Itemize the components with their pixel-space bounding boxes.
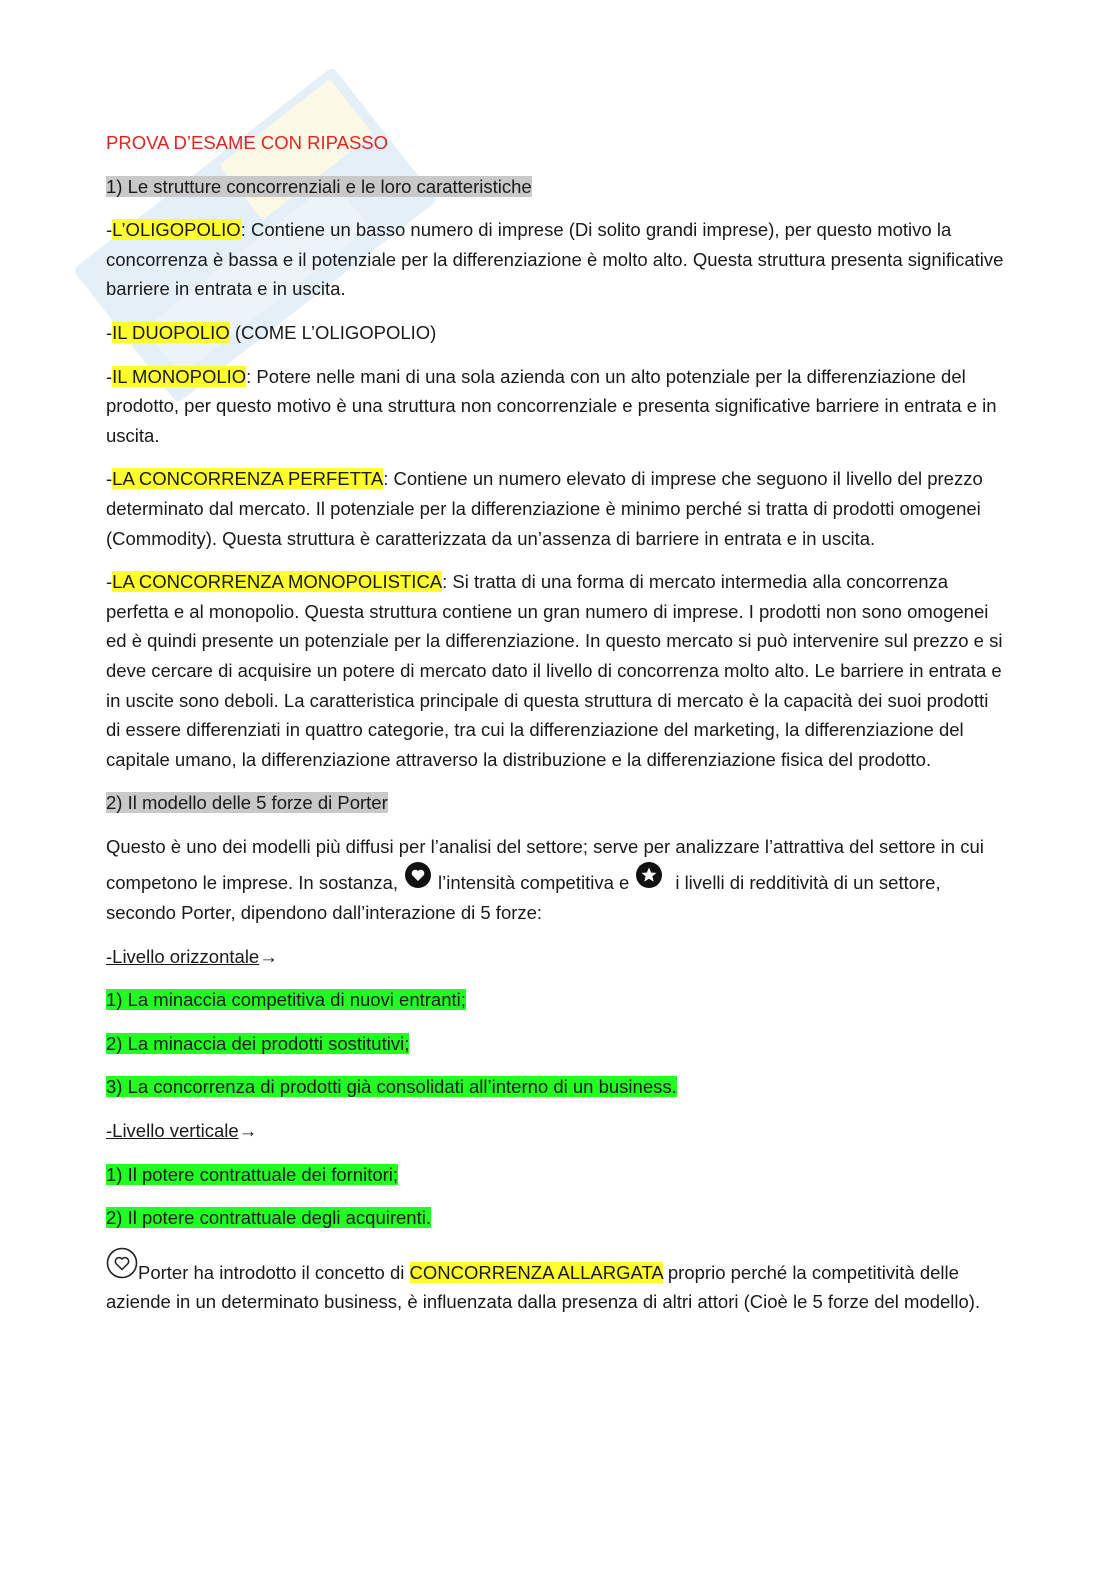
paragraph-porter-conclusion: Porter ha introdotto il concetto di CONCORRENZA ALLARGATA proprio perché la competitività delle aziende in un determinato business, è influenzata dalla presenza di altri attori (Cioè le 5 forze del modello). [106, 1247, 1006, 1317]
term-concorrenza-allargata: CONCORRENZA ALLARGATA [409, 1261, 663, 1283]
page-title: PROVA D’ESAME CON RIPASSO [106, 132, 389, 153]
term-oligopolio: L’OLIGOPOLIO [112, 219, 241, 241]
list-item: 1) La minaccia competitiva di nuovi entranti; [106, 989, 466, 1011]
section-2-heading: 2) Il modello delle 5 forze di Porter [106, 792, 388, 814]
list-item: 3) La concorrenza di prodotti già consolidati all’interno di un business. [106, 1076, 677, 1098]
list-item: 1) Il potere contrattuale dei fornitori; [106, 1163, 399, 1185]
arrow-right-icon: → [259, 945, 278, 967]
term-duopolio: IL DUOPOLIO [112, 321, 230, 343]
paragraph-concorrenza-monopolistica: -LA CONCORRENZA MONOPOLISTICA: Si tratta di una forma di mercato intermedia alla concorrenza perfetta e al monopolio. Questa struttura contiene un gran numero di imprese. I prodotti non sono omogenei ed è quindi presente un potenziale per la differenziazione. In questo mercato si può intervenire sul prezzo e si deve cercare di acquisire un potere di mercato dato il livello di concorrenza molto alto. Le barriere in entrata e in uscite sono deboli. La caratteristica principale di questa struttura di mercato è la capacità dei suoi prodotti di essere differenziati in quattro categorie, tra cui la differenziazione del marketing, la differenziazione del capitale umano, la differenziazione attraverso la distribuzione e la differenziazione fisica del prodotto. [106, 571, 1003, 770]
heart-badge-icon [404, 861, 432, 889]
star-badge-icon [635, 861, 663, 889]
list-item: 2) Il potere contrattuale degli acquirenti. [106, 1207, 431, 1229]
horizontal-level-label: -Livello orizzontale→ [106, 945, 278, 967]
arrow-right-icon: → [238, 1120, 258, 1142]
paragraph-porter-intro: Questo è uno dei modelli più diffusi per l’analisi del settore; serve per analizzare l’attrattiva del settore in cui competono le imprese. In sostanza, l’intensità competitiva e i livelli di redditività di un settore, secondo Porter, dipendono dall’interazione di 5 forze: [106, 835, 984, 924]
list-item: 2) La minaccia dei prodotti sostitutivi; [106, 1032, 410, 1054]
paragraph-oligopolio: -L’OLIGOPOLIO: Contiene un basso numero di imprese (Di solito grandi imprese), per questo motivo la concorrenza è bassa e il potenziale per la differenziazione è molto alto. Questa struttura presenta significative barriere in entrata e in uscita. [106, 219, 1004, 300]
vertical-level-label: -Livello verticale→ [106, 1120, 258, 1142]
heart-outline-icon [106, 1247, 138, 1279]
paragraph-monopolio: -IL MONOPOLIO: Potere nelle mani di una sola azienda con un alto potenziale per la differenziazione del prodotto, per questo motivo è una struttura non concorrenziale e presenta significative barriere in entrata e in uscita. [106, 365, 997, 446]
term-concorrenza-monopolistica: LA CONCORRENZA MONOPOLISTICA [112, 571, 443, 593]
paragraph-concorrenza-perfetta: -LA CONCORRENZA PERFETTA: Contiene un numero elevato di imprese che seguono il livello del prezzo determinato dal mercato. Il potenziale per la differenziazione è minimo perché si tratta di prodotti omogenei (Commodity). Questa struttura è caratterizzata da un’assenza di barriere in entrata e in uscita. [106, 468, 983, 549]
document-page [106, 128, 1006, 1317]
term-monopolio: IL MONOPOLIO [112, 365, 247, 387]
paragraph-duopolio: -IL DUOPOLIO (COME L’OLIGOPOLIO) [106, 321, 437, 343]
term-concorrenza-perfetta: LA CONCORRENZA PERFETTA [112, 468, 384, 490]
section-1-heading: 1) Le strutture concorrenziali e le loro caratteristiche [106, 175, 532, 197]
